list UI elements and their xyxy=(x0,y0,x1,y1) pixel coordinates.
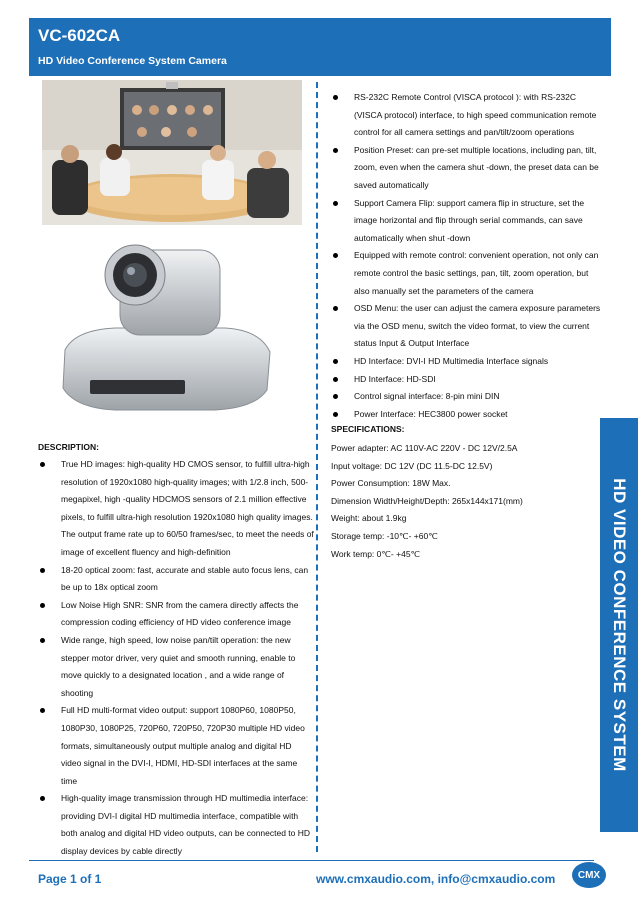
spec-item: Storage temp: -10℃- +60℃ xyxy=(331,530,438,541)
footer-divider xyxy=(29,860,594,861)
product-model: VC-602CA xyxy=(38,26,121,45)
list-item: Position Preset: can pre-set multiple locations, including pan, tilt, zoom, even when the camera shut -down, the preset data can be saved automatically xyxy=(331,142,603,195)
feature-list xyxy=(331,89,603,423)
list-item: HD Interface: HD-SDI xyxy=(331,371,603,389)
spec-item: Power Consumption: 18W Max. xyxy=(331,478,451,489)
column-divider xyxy=(316,82,318,852)
cmx-logo: CMX xyxy=(572,862,606,888)
list-item: HD Interface: DVI-I HD Multimedia Interface signals xyxy=(331,353,603,371)
list-item: OSD Menu: the user can adjust the camera exposure parameters via the OSD menu, switch the video format, to view the current status Input & Output Interface xyxy=(331,300,603,353)
list-item: Control signal interface: 8-pin mini DIN xyxy=(331,388,603,406)
list-item: Equipped with remote control: convenient operation, not only can remote control the basic settings, pan, tilt, zoom operation, but also manually set the parameters of the camera xyxy=(331,247,603,300)
list-item: True HD images: high-quality HD CMOS sensor, to fulfill ultra-high resolution of 1920x1080 high-quality images; with 1/2.8 inch, 500-megapixel, high -quality HDCMOS sensors of 2.1 million effective pixels, to fulfill ultra-high resolution 1920x1080 high quality images. The output frame rate up to 60/50 frames/sec, to meet the needs of image of excellent fluency and high-definition xyxy=(38,456,314,562)
specifications-list xyxy=(331,440,596,563)
spec-item: Input voltage: DC 12V (DC 11.5-DC 12.5V) xyxy=(331,460,493,471)
spec-item: Dimension Width/Height/Depth: 265x144x171(mm) xyxy=(331,495,523,506)
side-banner-text: HD VIDEO CONFERENCE SYSTEM xyxy=(610,478,629,772)
spec-item: Power adapter: AC 110V-AC 220V - DC 12V/2.5A xyxy=(331,443,518,453)
list-item: Wide range, high speed, low noise pan/tilt operation: the new stepper motor driver, very quiet and smooth running, enable to move quickly to a designated location , and a wide range of shooting xyxy=(38,632,314,702)
specifications-heading: SPECIFICATIONS: xyxy=(331,424,405,434)
header-band xyxy=(29,18,611,76)
list-item: Power Interface: HEC3800 power socket xyxy=(331,406,603,424)
list-item: Full HD multi-format video output: support 1080P60, 1080P50, 1080P30, 1080P25, 720P60, 720P50, 720P30 multiple HD video formats, simultaneously output multiple analog and digital HD video signal in the DVI-I, HDMI, HD-SDI interfaces at the same time xyxy=(38,702,314,790)
description-heading: DESCRIPTION: xyxy=(38,442,99,452)
description-list xyxy=(38,456,314,861)
conference-room-photo xyxy=(42,80,302,225)
product-subtitle: HD Video Conference System Camera xyxy=(38,55,227,67)
camera-product-photo xyxy=(55,230,275,420)
spec-item: Weight: about 1.9kg xyxy=(331,513,407,524)
list-item: RS-232C Remote Control (VISCA protocol ): with RS-232C (VISCA protocol) interface, to high speed communication remote control for all camera settings and pan/tilt/zoom operations xyxy=(331,89,603,142)
page-number: Page 1 of 1 xyxy=(38,872,102,886)
list-item: Support Camera Flip: support camera flip in structure, set the image horizontal and flip through serial commands, can save automatically when shut -down xyxy=(331,195,603,248)
list-item: High-quality image transmission through HD multimedia interface: providing DVI-I digital HD multimedia interface, compatible with both analog and digital HD video outputs, can be connected to HD display devices by cable directly xyxy=(38,790,314,860)
spec-item: Work temp: 0℃- +45℃ xyxy=(331,548,421,559)
list-item: 18-20 optical zoom: fast, accurate and stable auto focus lens, can be up to 18x optical zoom xyxy=(38,562,314,597)
list-item: Low Noise High SNR: SNR from the camera directly affects the compression coding efficiency of HD video conference image xyxy=(38,597,314,632)
contact-link[interactable]: www.cmxaudio.com, info@cmxaudio.com xyxy=(316,872,556,886)
